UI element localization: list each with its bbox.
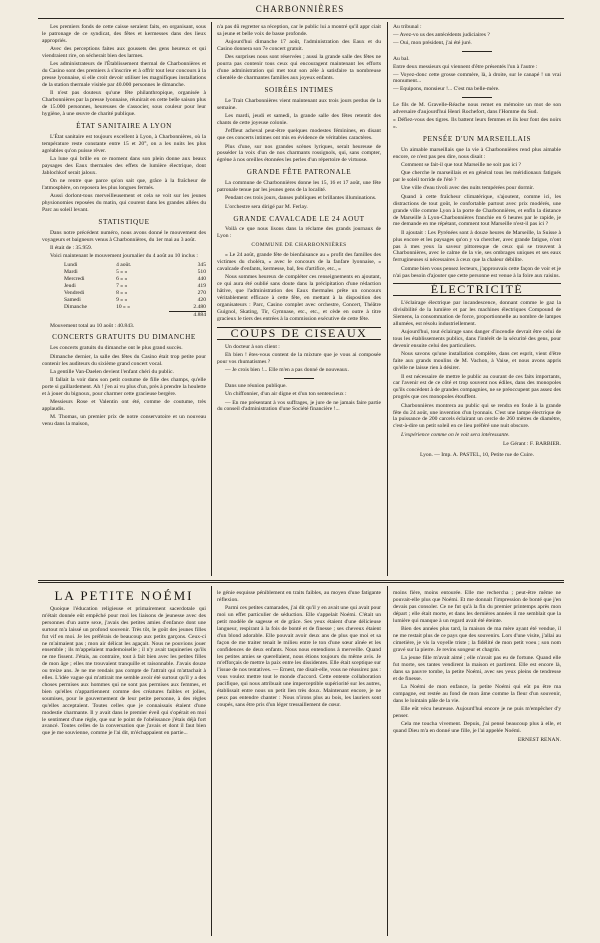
column-rule-2	[387, 22, 388, 576]
section-title-coups: COUPS DE CISEAUX	[217, 327, 381, 340]
section-title-statistique: STATISTIQUE	[98, 218, 150, 226]
paragraph: Des surprises nous sont réservées ; aussi la grande salle des fêtes ne pourra pas contenir tous ceux qui encouragent maintenant les efforts d'une administration qui met tout son zèle à satisfaire ta nombreuse clientèle de charmantes familles aux joyeux enfants.	[217, 54, 381, 82]
paragraph: — Voyez-donc cette grosse commère, là, à droite, sur le canapé ! un vrai monument...	[393, 71, 561, 85]
paragraph: La jeune fille m'avait aimé ; elle n'avait pas eu de fortune. Quand elle fut morte, ses tantes vendirent la maison et partirent. Elle est encore là, dans sa pauvre tombe, la petite Noémi, avec ses yeux pleins de tendresse et de finesse.	[393, 654, 561, 682]
column-1	[42, 24, 206, 576]
feuilleton-column-rule-1	[211, 586, 212, 936]
masthead-rule	[38, 18, 564, 19]
paragraph: Comme bien vous pensez lecteurs, j'approuvais cette façon de voir et je n'ai pas besoin d'ajouter que cette personne est venue à la foire aux raisins.	[393, 265, 561, 279]
separator	[462, 97, 492, 98]
paragraph: Comment se fait-il que tout Marseille ne soit pas ici ?	[401, 161, 521, 168]
paragraph: Il n'est pas douteux qu'une fête philanthropique, organisée à Charbonnières par la presse lyonnaise, réunirait en cette belle saison plus de 15.000 personnes, heureuses de s'associer, sous couleur pour leur hygiène, à une œuvre de charité publique.	[42, 90, 206, 118]
paragraph: Que cherche le marseillais et en général tous les méridionaux fatigués par le soleil torride de l'été ?	[393, 170, 561, 184]
paragraph: La Noémi de mon enfance, la petite Noémi qui eût pu être ma compagne, est restée au fond de mon âme comme la fleur d'un souvenir, dans le lointain pâle de la vie.	[393, 683, 561, 704]
feuilleton-title: LA PETITE NOÉMI	[54, 588, 194, 603]
stats-value: 2.480	[193, 303, 206, 310]
paragraph: « Le 24 août, grande fête de bienfaisance au « profit des familles des victimes du choléra, « avec le concours de la fanfare lyonnaise, « cavalcade d'enfants, kermesse, bal, feu d'artifice, etc., »	[217, 252, 381, 273]
stats-row	[64, 262, 206, 269]
stats-date: 10 » »	[116, 303, 131, 310]
paragraph: Quoique l'éducation religieuse et primairement sacerdotale qui m'était donnée eût empêché pour moi les liaisons de jeunesse avec des personnes d'un autre sexe, j'avais des petites amies d'enfance dont une surtout m'a laissé un profond souvenir. Très tôt, le goût des jeunes filles fut vif en moi. Je les préférais de beaucoup aux petits garçons. Ceux-ci ne m'aimaient pas ; mon air délicat les agaçait. Nous ne pouvions jouer ensemble ; ils m'appelaient mademoiselle ; il n'y avait taquineries qu'ils ne me fissent. J'étais, au contraire, tout à fait bien avec les petites filles de mon âge ; elles me trouvaient tranquille et raisonnable. J'avais douze ou treize ans. Je ne me rendais pas compte de l'attrait qui m'attachait à elles. L'idée vague qui m'attirait me semble avoir été surtout qu'il y a des choses permises aux hommes qui ne sont pas permises aux femmes, et bien qu'elles n'appartiennent comme des créatures faibles et jolies, soumises, pour le gouvernement de leur petite personne, à des règles qu'elles acceptaient. Toutes celles que je connaissais étaient d'une modestie charmante. Il y avait dans le premier éveil qui s'opérait en moi le sentiment d'une règle, que sur le point de l'obéissance j'étais déjà fort avancé. Toutes celles de la conversation que j'avais et dont il faut bien que je me souvienne, comme je l'ai dit, m'échappaient en partie...	[42, 606, 206, 737]
paragraph: Aussi dorlont-tous merveilleusement et cela se voit sur les jeunes physionomies reposées du matin, qui courent dans les grandes allées du Parc au soleil levant.	[42, 193, 206, 214]
paragraph: Les premiers fonds de cette caisse seraient faits, en organisant, sous le patronage de ce syndicat, des fêtes et kermesses dans des lieux appropriés.	[42, 24, 206, 44]
paragraph: Il était de : 35.959.	[50, 245, 93, 252]
stats-day: Mardi	[64, 269, 78, 276]
paragraph: Voici maintenant le mouvement journalier du 4 août au 10 inclus :	[50, 253, 198, 260]
paragraph: Dimanche dernier, la salle des fêtes du Casino était trop petite pour contenir les auditeurs du sixième grand concert vocal.	[42, 353, 206, 367]
paragraph: moins fière, moins entourée. Elle me rechercha ; peut-être même ne pouvait-elle plus que Noémi. Et me donnait l'impression de bonté que j'en devais pas consoler. Ce ne fut qu'à la fin du premier printemps après mon départ ; elle était morte, et dans les dernières années il me semblait que la lumière qui manque à un regard avait été éteinte.	[393, 590, 561, 624]
stats-day: Mercredi	[64, 276, 85, 283]
section-title-etat: ÉTAT SANITAIRE A LYON	[76, 121, 172, 130]
stats-date: 4 août.	[116, 262, 132, 269]
paragraph: L'État sanitaire est toujours excellent à Lyon, à Charbonnières, où la température reste constante entre 15 et 20°, on a les nuits les plus agréables qu'on puisse rêver.	[42, 133, 206, 154]
paragraph: J'effleut acheval peut-être quelques modestes féminines, en disant que ces concerts intimes ont mis en évidence de véritables caractères.	[217, 128, 381, 142]
stats-day: Samedi	[64, 296, 81, 303]
stats-value: 345	[197, 262, 206, 269]
stats-row	[64, 304, 206, 311]
stats-date: 6 » »	[116, 276, 128, 283]
paragraph: Pendant ces trois jours, danses publiques et brillantes illuminations.	[225, 195, 377, 202]
stats-row	[64, 297, 206, 304]
paragraph: Les concerts gratuits du dimanche ont le plus grand succès.	[50, 345, 183, 352]
feuilleton-column-2	[217, 590, 381, 936]
paragraph: Entre deux messieurs qui viennent d'être présentés l'un à l'autre :	[393, 63, 538, 70]
paragraph: Au tribunal :	[393, 24, 422, 30]
section-title-concerts: CONCERTS GRATUITS DU DIMANCHE	[52, 333, 196, 342]
paragraph: Voilà ce que nous lisons dans la réclame des grands journaux de Lyon :	[217, 226, 381, 240]
section-title-cavalcade: GRANDE CAVALCADE LE 24 AOUT	[233, 214, 365, 223]
paragraph: Dans une réunion publique.	[225, 382, 287, 389]
paragraph: Eh bien ! êtes-vous content de la mixture que je vous ai composée pour vos rhumatismes ?	[217, 351, 381, 365]
paragraph: — Avez-vo us des antécédents judiciaires ?	[393, 31, 490, 38]
paragraph: M. Thomas, un premier prix de notre conservatoire et un nouveau venu dans la maison,	[42, 414, 206, 428]
masthead: CHARBONNIÈRES	[255, 4, 345, 14]
dialog-block	[393, 24, 561, 131]
stats-table	[64, 262, 206, 318]
paragraph: Le Trait Charbonnières vient maintenant aux trois jours perdus de la semaine.	[217, 97, 381, 111]
paragraph: Un aimable marseillais que la vie à Charbonnières rend plus aimable encore, ce n'est pas peu dire, nous disait :	[393, 146, 561, 160]
paragraph: On ne rentre que parce qu'on sait que, grâce à la fraîcheur de l'atmosphère, on reposera les plus longues fermés.	[42, 178, 206, 191]
paragraph: le génie esquisse péniblement en traits faibles, au moyen d'une fatigante réflexion.	[217, 590, 381, 603]
paragraph: Les administrateurs de l'Établissement thermal de Charbonnières et du Casino sont des premiers à s'inscrire et à offrir tout leur concours à la presse lyonnaise, si elle croit devoir utiliser les magnifiques installations de la station thermale visitée par 40.000 personnes le dimanche.	[42, 61, 206, 89]
paragraph: Mouvement total au 10 août : 40.843.	[50, 322, 135, 329]
paragraph: Dans notre précédent numéro, nous avons donné le mouvement des voyageurs et baigneurs venus à Charbonnières, du 1er mai au 3 août.	[42, 229, 206, 243]
stats-day: Dimanche	[64, 303, 87, 310]
paragraph: n'a pas dû regretter sa réception, car le public lui a montré qu'il appr ciait sa jeune et belle voix de basse profonde.	[217, 24, 381, 37]
section-title-electricite: ÉLECTRICITÉ	[393, 283, 561, 296]
stats-value: 270	[197, 289, 206, 296]
paragraph: L'expérience comme on le voit sera intéressante.	[401, 431, 510, 438]
stats-date: 8 » »	[116, 289, 128, 296]
intro-section	[42, 24, 206, 118]
stats-value: 419	[197, 283, 206, 290]
section-title-pensee: PENSÉE D'UN MARSEILLAIS	[422, 134, 532, 143]
stats-total: 4.884	[169, 311, 206, 319]
paragraph: Aujourd'hui, tout éclairage sans danger d'incendie devrait être celui de tous les établissements publics, dans l'intérêt de la sécurité des gens, pour devenir ensuite celui des particuliers.	[393, 329, 561, 350]
paragraph: Au bal.	[393, 55, 410, 62]
stats-value: 510	[197, 269, 206, 276]
feuilleton-rule-top-2	[38, 582, 564, 583]
paragraph: Quand à cette fraîcheur climatérique, s'ajoutent, comme ici, les distractions de tout goût, le confortable partout avec prix modérés, une grande ville comme Lyon à la porte de Charbonnières, et enfin la distance de Marseille à Lyon-Charbonnières franchie en 6 heures par le rapide, je me demande en me répétant, comment tout Marseille n'est-il pas ici ?	[393, 193, 561, 228]
paragraph: Il est nécessaire de mettre le public au courant de ces faits importants, car l'avenir est de ce côté et trop souvent nos édiles, dans des monopoles qu'ils concèdent à de grandes compagnies, ne se préoccupent pas assez des progrès que ces monopoles étouffent.	[393, 373, 561, 401]
paragraph: Parmi ces petites camarades, j'ai dit qu'il y en avait une qui avait pour moi un effet particulier de séduction. Elle s'appelait Noémi. C'était un petit modèle de sagesse et de grâce. Ses yeux étaient d'une délicieuse langueur, respirant à la fois de bonté et de finesse ; ses cheveux étaient d'un blond adorable. Elle pouvait avoir deux ans de plus que moi et sa façon de me traiter tenait le milieu entre le ton d'une sœur aînée et les confidences de deux enfants. Nous nous entendions à merveille. Quand les petites amies se querellaient, nous étions toujours du même avis. Je m'efforçais de mettre la paix entre les dissidentes. Elle était sceptique sur l'issue de nos tentatives. — Ernest, me disait-elle, vous ne réussirez pas : vous voulez mettre tout le monde d'accord. Cette entente collaboration pacifique, qui nous attribuait une imperceptible supériorité sur les autres, établissait entre nous un petit lien très doux. Maintenant encore, je ne peux pas entendre chanter : Nous n'irons plus au bois, les lauriers sont coupés, sans être pris d'un léger tressaillement de cœur.	[217, 605, 381, 708]
column-3	[393, 24, 561, 576]
feuilleton-column-1	[42, 606, 206, 936]
subheading-commune: COMMUNE DE CHARBONNIÈRES	[251, 242, 347, 249]
paragraph: Il ajoutait : Les Pyrénées sont à douze heures de Marseille, la Suisse à plus encore et les paysages qu'on y va chercher, avec grande fatigue, n'ont pas à mes yeux la saveur pittoresque de ceux qui se trouvent à Charbonnières, avec le calme de la vie, ses ombrages uniques et ses eaux ferrugineuses si nécessaires à ceux que la chaleur débilite.	[393, 229, 561, 264]
paragraph: Avec des perceptions faites aux goussets des gens heureux et qui viendraient rire, on sécherait bien des larmes.	[42, 46, 206, 60]
stats-date: 5 » »	[116, 269, 128, 276]
paragraph: Le fils de M. Gravelle-Réache nous remet en mémoire un mot de son adversaire d'aujourd'hui Henri Rochefort, dans l'Homme du Sud.	[393, 102, 561, 116]
feuilleton-column-rule-2	[387, 586, 388, 936]
paragraph: Messieurs Rose et Valentin ont été, comme de coutume, très applaudis.	[42, 399, 206, 413]
paragraph: Bien des années plus tard, la maison de ma mère ayant été vendue, il ne me restait plus de ce pays que des souvenirs. Lors d'une visite, j'allai au cimetière, je vis la voyelle triste ; la fidélité de mon petit voeu ; son nom gravé sur la pierre. Je revins songeur et chagrin.	[393, 625, 561, 653]
paragraph: Aujourd'hui dimanche 17 août, l'administration des Eaux et du Casino donnera son 7e concert gratuit.	[217, 39, 381, 53]
paragraph: Un chiffonnier, d'un air digne et d'un ton sentencieux :	[225, 391, 347, 398]
stats-date: 7 » »	[116, 283, 128, 290]
paragraph: — Je crois bien !... Elle m'en a pas donné de nouveaux.	[225, 367, 349, 374]
stats-day: Vendredi	[64, 289, 85, 296]
paragraph: Cela me toucha vivement. Depuis, j'ai pensé beaucoup plus à elle, et quand Dieu m'a en donné une fille, je l'ai appelée Noémi.	[393, 721, 561, 735]
paragraph: Les mardi, jeudi et samedi, la grande salle des fêtes retentit des chants de cette joyeuse colonie.	[217, 113, 381, 127]
section-title-soirees: SOIRÉES INTIMES	[264, 86, 334, 95]
feuilleton-rule-top	[38, 580, 564, 581]
feuilleton-column-3	[393, 590, 561, 936]
paragraph: « Défiez-vous des tigres. Ils battent leurs femmes et ils leur font des noirs ».	[393, 117, 561, 130]
imprint: Lyon. — Imp. A. PASTEL, 10, Petite rue de Cuire.	[420, 452, 534, 459]
stats-value: 440	[197, 276, 206, 283]
author-signature: ERNEST RENAN.	[517, 737, 561, 744]
paragraph: Un docteur à son client :	[225, 343, 280, 350]
column-2	[217, 24, 381, 576]
paragraph: La lune qui brille en ce moment dans son plein donne aux beaux paysages des Eaux thermales des effets de lumière électrique, dont Jablochkof serait jaloux.	[42, 155, 206, 176]
paragraph: Elle eût vécu heureuse. Aujourd'hui encore je ne puis m'empêcher d'y penser.	[393, 706, 561, 719]
separator	[284, 378, 314, 379]
stats-day: Jeudi	[64, 283, 76, 290]
stats-value: 420	[197, 296, 206, 303]
stats-row	[64, 276, 206, 283]
stats-date: 9 » »	[116, 296, 128, 303]
stats-total-row	[64, 311, 206, 319]
paragraph: Nous savons qu'une installation complète, dans cet esprit, vient d'être faite aux grands moulins de M. Vachon, à Vaise, et nous avons appris qu'elle ne laisse rien à désirer.	[393, 351, 561, 372]
section-title-fete: GRANDE FÊTE PATRONALE	[246, 168, 352, 177]
paragraph: Charbonnières montrera au public qui se rendra en foule à la grande fête du 24 août, une invention d'un lyonnais. C'est une lampe électrique de la puissance de 200 carcels éclairant un cercle de 260 mètres de diamètre, c'est-à-dire un petit soleil en ce lieu préféré une nuit obscure.	[393, 402, 561, 430]
gerant-signature: Le Gérant : F. BARBIER.	[503, 440, 561, 447]
paragraph: La commune de Charbonnières donne les 15, 16 et 17 août, une fête patronale tenue par les jeunes gens de la localité.	[217, 180, 381, 194]
paragraph: — Oui, mon président, j'ai été juré.	[393, 39, 472, 46]
stats-day: Lundi	[64, 262, 78, 269]
paragraph: — Equipons, monsieur !... C'est ma belle-mère.	[393, 86, 500, 93]
paragraph: Il fallait la voir dans son petit costume de fille des champs, qu'elle porte si gaillardement. Ah ! j'en ai vu plus d'un, près à prendre la houlette et à jouer du bignoux, pour charmer cette gracieuse bergère.	[42, 377, 206, 397]
stats-row	[64, 283, 206, 290]
stats-row	[64, 269, 206, 276]
paragraph: Une ville d'eau tivoli avec des nuits tempérées pour dormir.	[401, 185, 535, 192]
column-rule-1	[211, 22, 212, 576]
paragraph: La gentille Van-Daelen devient l'enfant chéri du public.	[50, 368, 174, 375]
paragraph: Nous sommes heureux de compléter ces renseignements en ajoutant, ce qui aura été oublié sans doute dans la précipitation d'une rédaction hâtive, que l'administration des Eaux thermales prête un concours véritablement efficace à cette fête, en mettant à la disposition des organisateurs : Parc, Casino complet avec orchestre, Concert, Théâtre Guignol, Skating, Tir, Gymnase, etc., etc., et cède en outre à titre gracieux le tiers des entrées à la commission exécutive de cette fête.	[217, 274, 381, 322]
paragraph: L'orchestre sera dirigé par M. Ferlay.	[225, 203, 308, 210]
paragraph: Plus d'une, sur nos grandes scènes lyriques, serait heureuse de posséder la voix d'un de nos charmants rossignols, qui, sans compter, égrène à nos oreilles étonnées les perles d'un répertoire de virtuose.	[217, 143, 381, 164]
paragraph: — En me présentant à vos suffrages, je jure de ne jamais faire partie du conseil d'administration d'une Société financière !...	[217, 399, 381, 413]
stats-row	[64, 290, 206, 297]
separator	[462, 51, 492, 52]
paragraph: L'éclairage électrique par incandescence, donnant comme le gaz la divisibilité de la lumière et par les machines électriques Compound de Siemens, la consommation de force, proportionnelle au nombre de lampes allumées, est résolu industriellement.	[393, 300, 561, 328]
